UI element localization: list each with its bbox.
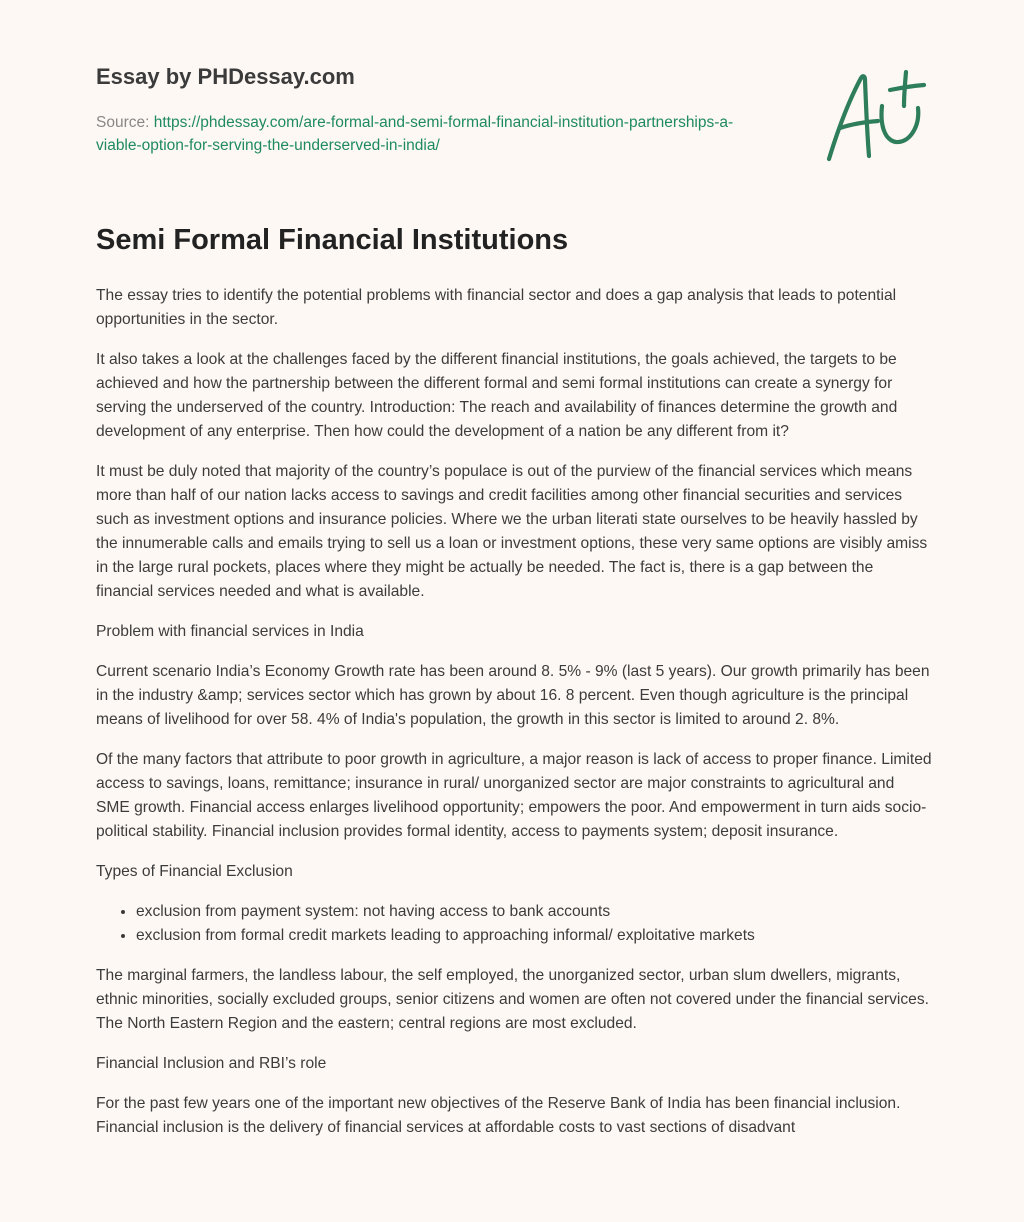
list-item: • exclusion from formal credit markets leading to approaching informal/ exploitative markets [136,924,932,948]
page-title: Semi Formal Financial Institutions [96,224,569,256]
a-plus-logo-icon [820,66,932,166]
section-heading: Types of Financial Exclusion [96,863,293,880]
paragraph: Of the many factors that attribute to poor growth in agriculture, a major reason is lack of access to proper finance. Limited access to savings, loans, remittance; insurance in rural/ unorganized sector are major constraints to agricultural and SME growth. Financial access enlarges livelihood opportunity; empowers the poor. And empowerment in turn aids socio-political stability. Financial inclusion provides formal identity, access to payments system; deposit insurance. [96,751,932,840]
paragraph: The marginal farmers, the landless labour, the self employed, the unorganized sector, urban slum dwellers, migrants, ethnic minorities, socially excluded groups, senior citizens and women are often not covered under the financial services. The North Eastern Region and the eastern; central regions are most excluded. [96,967,929,1032]
paragraph: It also takes a look at the challenges faced by the different financial institutions, the goals achieved, the targets to be achieved and how the partnership between the different formal and semi formal institutions can create a synergy for serving the underserved of the country. Introduction: The reach and availability of finances determine the growth and development of any enterprise. Then how could the development of a nation be any different from it? [96,351,898,440]
section-heading: Financial Inclusion and RBI’s role [96,1055,327,1072]
source-link[interactable]: https://phdessay.com/are-formal-and-semi-formal-financial-institution-partnerships-a-viable-option-for-serving-the-underserved-in-india/ [96,114,734,154]
article-body [96,284,932,1156]
list-item: • exclusion from payment system: not having access to bank accounts [136,900,932,924]
paragraph: The essay tries to identify the potential problems with financial sector and does a gap analysis that leads to potential opportunities in the sector. [96,287,897,328]
source-line [96,111,736,157]
paragraph: Current scenario India’s Economy Growth rate has been around 8. 5% - 9% (last 5 years). Our growth primarily has been in the industry &amp; services sector which has grown by about 16. 8 percent. Even though agriculture is the principal means of livelihood for over 58. 4% of India's population, the growth in this sector is limited to around 2. 8%. [96,663,930,728]
paragraph: For the past few years one of the important new objectives of the Reserve Bank of India has been financial inclusion. Financial inclusion is the delivery of financial services at affordable costs to vast sections of disadvant [96,1095,901,1136]
source-label: Source: [96,114,154,131]
site-brand: Essay by PHDessay.com [96,64,355,89]
paragraph: It must be duly noted that majority of the country’s populace is out of the purview of the financial services which means more than half of our nation lacks access to savings and credit facilities among other financial securities and services such as investment options and insurance policies. Where we the urban literati state ourselves to be heavily hassled by the innumerable calls and emails trying to sell us a loan or investment options, these very same options are visibly amiss in the large rural pockets, places where they might be actually be needed. The fact is, there is a gap between the financial services needed and what is available. [96,463,928,600]
bullet-list [96,900,932,948]
section-heading: Problem with financial services in India [96,623,364,640]
